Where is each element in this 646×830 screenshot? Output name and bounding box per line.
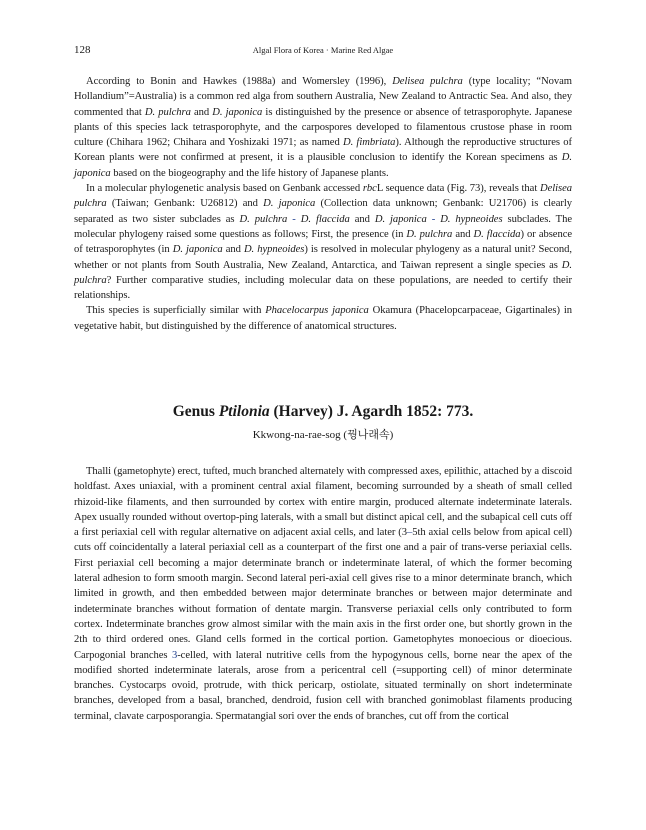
running-title: Algal Flora of Korea · Marine Red Algae [252, 45, 394, 55]
text-run: subclades. The molecular phylogeny raised some questions as follows; First, the presence (in [74, 213, 572, 240]
genus-korean-name: Kkwong-na-rae-sog (꿩나래속) [252, 429, 394, 441]
paragraph-molecular-phylogeny [74, 181, 572, 303]
text-run: - [287, 213, 301, 225]
text-run: Thalli (gametophyte) erect, tufted, much branched alternately with compressed axes, epilithic, attached by a discoid holdfast. Axes uniaxial, with a prominent central axial filament, becoming surrounded by a sheath of small celled rhizoid-like filaments, and then surrounded by cortex with entire margin, produced alternate indeterminate laterals. Apex usually rounded without overtop-ping laterals, with a small but distinct apical cell, and the subapical cell cuts off a first periaxial cell with regular alternative on adjacent axial cells, and later (3 [74, 466, 572, 539]
text-run: According to Bonin and Hawkes (1988a) and Womersley (1996), [86, 76, 393, 87]
text-run: 3 [171, 649, 178, 661]
text-run: ) or absence of tetrasporophytes (in [74, 228, 573, 256]
text-run: ? Further comparative studies, including molecular data on these populations, are needed to certify their relationships. [74, 274, 572, 302]
italic-term: D. flaccida [473, 228, 521, 240]
page-number: 128 [74, 44, 91, 56]
italic-term: D. flaccida [300, 213, 350, 225]
genus-heading [74, 402, 572, 442]
italic-term: D. pulchra [74, 259, 572, 286]
page-header [74, 44, 572, 58]
text-run: and [222, 244, 244, 256]
italic-term: D. pulchra [406, 228, 453, 240]
italic-term: rbc [362, 183, 377, 195]
text-run: L sequence data (Fig. 73), reveals that [376, 183, 540, 195]
text-run: and [349, 213, 375, 225]
italic-term: Phacelocarpus japonica [265, 305, 369, 317]
text-run: In a molecular phylogenetic analysis based on Genbank accessed [86, 183, 363, 195]
text-run: (Collection data unknown; Genbank: U21706) is clearly separated as two sister subclades as [74, 198, 572, 225]
paragraph-phacelocarpus [74, 303, 572, 334]
italic-term: D. hypneoides [243, 244, 305, 256]
italic-term: D. japonica [374, 213, 427, 225]
text-run: - [426, 213, 441, 225]
italic-term: D. japonica [172, 244, 223, 256]
text-run: Okamura (Phacelopcarpaceae, Gigartinales) in vegetative habit, but distinguished by the difference of anatomical structures. [74, 305, 573, 332]
genus-description [74, 464, 572, 724]
italic-term: D. japonica [263, 198, 316, 210]
italic-term: Delisea pulchra [392, 76, 463, 87]
italic-term: D. hypneoides [440, 213, 503, 225]
italic-term: D. fimbriata [342, 137, 396, 149]
text-run: (type locality; “Novam Hollandium”=Australia) is a common red alga from southern Australia, New Zealand to Antractic Sea. And also, they commented that [74, 76, 572, 118]
text-run: ) is resolved in molecular phylogeny as a natural unit? Second, whether or not plants from South Australia, New Zealand, Antarctica, and Taiwan represent a single species as [74, 244, 573, 271]
discussion-text [74, 74, 572, 334]
text-run: based on the biogeography and the life history of Japanese plants. [110, 167, 389, 179]
text-run: – [406, 527, 413, 539]
text-run: and [190, 106, 213, 118]
text-run: -celled, with lateral nutritive cells from the hypogynous cells, borne near the apex of the modified shorted indeterminate laterals, arose from a pericentral cell (=supporting cell) of minor determinate branches. Cystocarps ovoid, protrude, with thick pericarp, ostiolate, situated terminally on short indeterminate branches, developed from a basal, branched, dendroid, fusion cell with branched gonimoblast filaments producing terminal, clavate carposporangia. Spermatangial sori over the ends of branches, cut off from the cortical [74, 649, 573, 722]
italic-term: D. japonica [74, 152, 572, 179]
italic-term: D. japonica [212, 106, 263, 118]
italic-term: Delisea pulchra [74, 183, 572, 210]
text-run: is distinguished by the presence or absence of tetrasporophyte. Japanese plants of this species lack tetrasporophyte, and the carpospores developed to filamentous crustose phase in room culture (Chihara 1962; Chihara and Yoshizaki 1971; as named [74, 106, 572, 149]
italic-term: D. pulchra [144, 106, 191, 118]
text-run: and [452, 228, 474, 240]
text-run: ). Although the reproductive structures of Korean plants were not confirmed at present, it is a plausible conclusion to identify the Korean specimens as [74, 137, 572, 164]
paragraph-bonin-hawkes [74, 74, 572, 181]
text-run: 5th axial cells below from apical cell) cuts off coincidentally a lateral periaxial cell as a counterpart of the first one and a pair of trans-verse periaxial cells. First periaxial cell becoming a major determinate branch or indeterminate lateral, of which the former becoming lateral adhesion to form smooth margin. Second lateral peri-axial cell gives rise to a minor determinate branch, which limited in growth, and then embedded between major determinate branches or between major determinate and indeterminate branches without formation of dentate margin. Transverse periaxial cells only contributed to form cortex. Indeterminate branches grow almost similar with the main axis in the first order one, but shortly grown in the 2th to third ordered ones. Gland cells formed in the cortical portion. Gametophytes monoecious or dioecious. Carpogonial branches [74, 527, 572, 661]
genus-name: Ptilonia [218, 403, 270, 420]
text-run: This species is superficially similar with [86, 305, 266, 317]
text-run: (Taiwan; Genbank: U26812) and [106, 198, 264, 210]
paragraph-thalli-description [74, 464, 572, 724]
italic-term: D. pulchra [239, 213, 288, 225]
genus-title: Genus Ptilonia (Harvey) J. Agardh 1852: 773. [172, 403, 474, 420]
